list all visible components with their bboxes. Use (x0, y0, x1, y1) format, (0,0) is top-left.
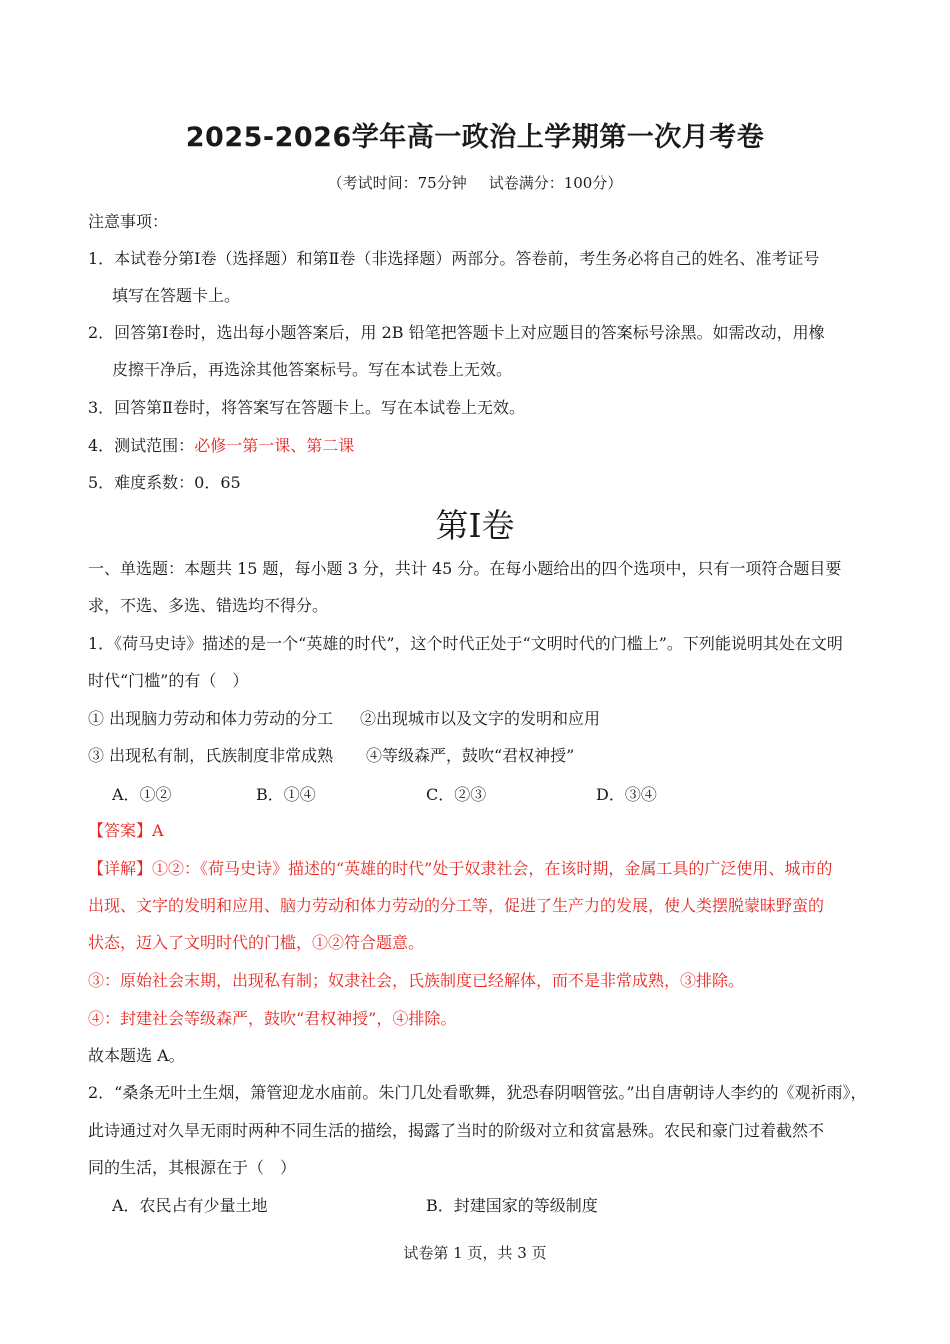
q1-stem-b: 时代“门槛”的有（ ） (88, 671, 249, 690)
volume-title: 第Ⅰ卷 (435, 506, 515, 545)
notice-1a: 1．本试卷分第Ⅰ卷（选择题）和第Ⅱ卷（非选择题）两部分。答卷前，考生务必将自己的姓名、准考证号 (88, 249, 820, 268)
page-footer: 试卷第 1 页，共 3 页 (403, 1244, 547, 1262)
q1-item-2: ②出现城市以及文字的发明和应用 (360, 709, 601, 728)
exam-subtitle (0, 172, 950, 194)
q1-detail-e: ④：封建社会等级森严，鼓吹“君权神授”，④排除。 (88, 1009, 457, 1028)
notice-5: 5．难度系数：0．65 (88, 473, 241, 492)
q1-detail-c: 状态，迈入了文明时代的门槛，①②符合题意。 (88, 933, 425, 952)
section-intro-a: 一、单选题：本题共 15 题，每小题 3 分，共计 45 分。在每小题给出的四个选项中，只有一项符合题目要 (88, 559, 842, 578)
q1-item-1: ① 出现脑力劳动和体力劳动的分工 (88, 709, 334, 728)
q1-stem-a: 1．《荷马史诗》描述的是一个“英雄的时代”，这个时代正处于“文明时代的门槛上”。下列能说明其处在文明 (88, 634, 843, 653)
q1-item-4: ④等级森严，鼓吹“君权神授” (366, 746, 575, 765)
full-score: 试卷满分：100分） (488, 174, 623, 192)
q1-option-b: B．①④ (256, 785, 316, 804)
exam-time: （考试时间：75分钟 (327, 174, 467, 192)
notice-2b: 皮擦干净后，再选涂其他答案标号。写在本试卷上无效。 (112, 360, 513, 379)
q1-detail-a: 【详解】①②：《荷马史诗》描述的“英雄的时代”处于奴隶社会，在该时期，金属工具的广泛使用、城市的 (88, 859, 833, 878)
q1-detail-b: 出现、文字的发明和应用、脑力劳动和体力劳动的分工等，促进了生产力的发展，使人类摆脱蒙昧野蛮的 (88, 896, 825, 915)
q2-option-a: A．农民占有少量土地 (112, 1196, 268, 1215)
notice-heading: 注意事项： (88, 212, 169, 231)
q1-conclusion: 故本题选 A。 (88, 1046, 185, 1065)
exam-title: 2025-2026学年高一政治上学期第一次月考卷 (185, 122, 765, 153)
q1-item-3: ③ 出现私有制，氏族制度非常成熟 (88, 746, 334, 765)
notice-1b: 填写在答题卡上。 (112, 286, 241, 305)
q1-detail-d: ③：原始社会末期，出现私有制；奴隶社会，氏族制度已经解体，而不是非常成熟，③排除。 (88, 971, 745, 990)
notice-3: 3．回答第Ⅱ卷时，将答案写在答题卡上。写在本试卷上无效。 (88, 398, 526, 417)
q1-option-d: D．③④ (596, 785, 657, 804)
q2-stem-a: 2．“桑条无叶土生烟，箫管迎龙水庙前。朱门几处看歌舞，犹恐春阴咽管弦。”出自唐朝诗人李约的《观祈雨》， (88, 1083, 867, 1102)
q1-option-a: A．①② (112, 785, 172, 804)
q2-stem-b: 此诗通过对久旱无雨时两种不同生活的描绘，揭露了当时的阶级对立和贫富悬殊。农民和豪门过着截然不 (88, 1121, 825, 1140)
notice-2a: 2．回答第Ⅰ卷时，选出每小题答案后，用 2B 铅笔把答题卡上对应题目的答案标号涂黑。如需改动，用橡 (88, 323, 825, 342)
notice-4 (88, 435, 354, 457)
section-intro-b: 求，不选、多选、错选均不得分。 (88, 596, 329, 615)
notice-4-label: 4．测试范围： (88, 436, 195, 455)
q2-option-b: B．封建国家的等级制度 (426, 1196, 598, 1215)
test-scope: 必修一第一课、第二课 (194, 436, 355, 455)
q1-option-c: C．②③ (426, 785, 487, 804)
q2-stem-c: 同的生活，其根源在于（ ） (88, 1158, 297, 1177)
q1-answer: 【答案】A (88, 821, 164, 840)
